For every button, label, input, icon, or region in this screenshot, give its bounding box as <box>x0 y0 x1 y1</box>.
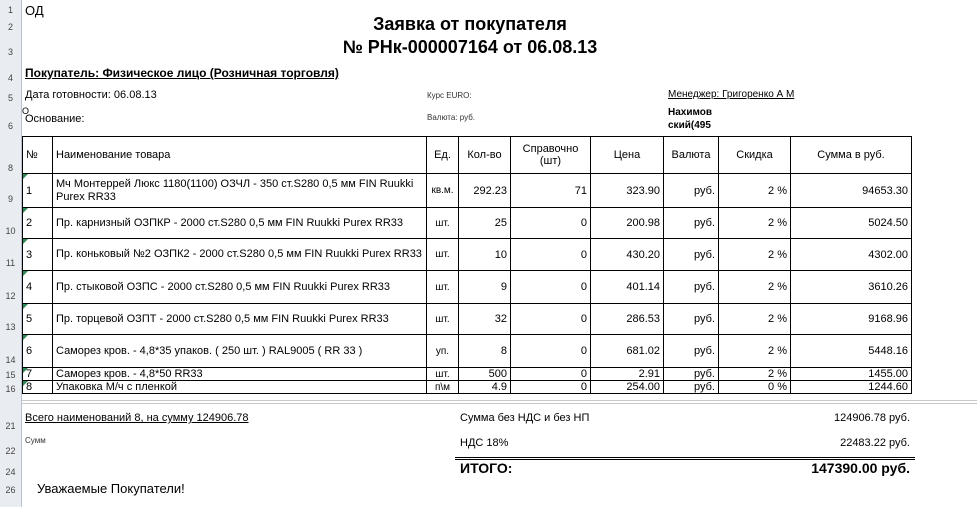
row-number[interactable]: 6 <box>7 121 13 131</box>
cell-number: 1 <box>23 174 53 208</box>
cell-reference: 0 <box>511 368 591 381</box>
row-number[interactable]: 4 <box>7 73 13 83</box>
row-number[interactable]: 10 <box>5 226 16 236</box>
col-header-qty: Кол-во <box>459 137 511 174</box>
cell-price: 2.91 <box>591 368 664 381</box>
cell-comment-marker <box>23 335 28 340</box>
cell-discount: 2 % <box>719 271 791 304</box>
row-number-gutter <box>0 0 22 507</box>
row-number[interactable]: 16 <box>5 384 16 394</box>
cell-qty: 292.23 <box>459 174 511 208</box>
cell-currency: руб. <box>664 368 719 381</box>
cell-reference: 0 <box>511 304 591 335</box>
grand-total-value: 147390.00 руб. <box>811 460 910 476</box>
office-code: ОД <box>25 3 44 18</box>
row-number[interactable]: 13 <box>5 322 16 332</box>
cell-qty: 9 <box>459 271 511 304</box>
row-number[interactable]: 24 <box>5 467 16 477</box>
divider-line <box>22 403 977 404</box>
cell-product-name: Упаковка М/ч с пленкой <box>53 381 427 394</box>
cell-price: 401.14 <box>591 271 664 304</box>
table-row <box>23 208 912 239</box>
col-header-sum: Сумма в руб. <box>791 137 912 174</box>
cell-qty: 8 <box>459 335 511 368</box>
cell-currency: руб. <box>664 174 719 208</box>
cell-number: 2 <box>23 208 53 239</box>
col-header-reference: Справочно (шт) <box>511 137 591 174</box>
cell-reference: 0 <box>511 271 591 304</box>
table-row <box>23 381 912 394</box>
cell-unit: п\м <box>427 381 459 394</box>
row-number[interactable]: 9 <box>7 194 13 204</box>
row-number[interactable]: 14 <box>5 355 16 365</box>
cell-discount: 0 % <box>719 381 791 394</box>
col-header-unit: Ед. <box>427 137 459 174</box>
cell-price: 430.20 <box>591 239 664 271</box>
cell-qty: 10 <box>459 239 511 271</box>
row-number[interactable]: 11 <box>5 258 16 268</box>
cell-discount: 2 % <box>719 239 791 271</box>
cell-reference: 0 <box>511 381 591 394</box>
all-items-total: Всего наименований 8, на сумму 124906.78 <box>25 412 249 424</box>
row-number[interactable]: 8 <box>7 163 13 173</box>
row-number[interactable]: 2 <box>7 22 13 32</box>
cell-unit: шт. <box>427 304 459 335</box>
cell-comment-marker <box>23 239 28 244</box>
table-row <box>23 174 912 208</box>
cell-price: 681.02 <box>591 335 664 368</box>
cell-unit: кв.м. <box>427 174 459 208</box>
greeting-text: Уважаемые Покупатели! <box>37 481 185 496</box>
row-number[interactable]: 12 <box>5 291 16 301</box>
cell-currency: руб. <box>664 271 719 304</box>
cell-reference: 0 <box>511 239 591 271</box>
cell-unit: шт. <box>427 271 459 304</box>
buyer-line: Покупатель: Физическое лицо (Розничная торговля) <box>25 66 339 80</box>
cell-unit: шт. <box>427 239 459 271</box>
table-row <box>23 368 912 381</box>
vat-label: НДС 18% <box>460 437 509 449</box>
cell-number: 7 <box>23 368 53 381</box>
cell-qty: 500 <box>459 368 511 381</box>
cell-price: 286.53 <box>591 304 664 335</box>
cell-comment-marker <box>23 368 28 373</box>
cell-currency: руб. <box>664 335 719 368</box>
no-vat-value: 124906.78 руб. <box>833 412 910 424</box>
row-number[interactable]: 26 <box>5 485 16 495</box>
cell-currency: руб. <box>664 208 719 239</box>
cell-price: 200.98 <box>591 208 664 239</box>
cell-number: 6 <box>23 335 53 368</box>
cell-sum: 5448.16 <box>791 335 912 368</box>
total-top-line <box>455 457 915 458</box>
table-header-row <box>23 137 912 174</box>
table-row <box>23 335 912 368</box>
table-row <box>23 271 912 304</box>
row-number[interactable]: 5 <box>7 93 13 103</box>
col-header-number: № <box>23 137 53 174</box>
cell-reference: 71 <box>511 174 591 208</box>
cell-product-name: Саморез кров. - 4,8*35 упаков. ( 250 шт. ) RAL9005 ( RR 33 ) <box>53 335 427 368</box>
cell-currency: руб. <box>664 381 719 394</box>
col-header-currency: Валюта <box>664 137 719 174</box>
row-number[interactable]: 21 <box>5 421 16 431</box>
cell-qty: 4.9 <box>459 381 511 394</box>
divider-line <box>22 400 977 401</box>
table-row <box>23 239 912 271</box>
cell-sum: 1455.00 <box>791 368 912 381</box>
document-number: № РНк-000007164 от 06.08.13 <box>342 37 598 57</box>
cell-currency: руб. <box>664 304 719 335</box>
sum-in-words-label: Сумм <box>25 436 46 445</box>
cell-number: 8 <box>23 381 53 394</box>
cell-product-name: Пр. карнизный ОЗПКР - 2000 ст.S280 0,5 мм FIN Ruukki Purex RR33 <box>53 208 427 239</box>
vat-value: 22483.22 руб. <box>840 437 910 449</box>
cell-sum: 9168.96 <box>791 304 912 335</box>
col-header-name: Наименование товара <box>53 137 427 174</box>
ready-date: Дата готовности: 06.08.13 <box>25 89 157 101</box>
table-row <box>23 304 912 335</box>
grand-total-label: ИТОГО: <box>460 460 513 476</box>
cell-number: 3 <box>23 239 53 271</box>
cell-sum: 5024.50 <box>791 208 912 239</box>
cell-unit: шт. <box>427 208 459 239</box>
cell-unit: шт. <box>427 368 459 381</box>
manager-name: Нахимов ский(495 <box>668 107 713 131</box>
exchange-rate-label: Курс EURO: <box>427 91 472 100</box>
col-header-discount: Скидка <box>719 137 791 174</box>
row-number[interactable]: 15 <box>5 370 16 380</box>
cell-comment-marker <box>23 381 28 386</box>
cell-discount: 2 % <box>719 174 791 208</box>
document-title: Заявка от покупателя <box>373 14 567 34</box>
cell-number: 4 <box>23 271 53 304</box>
cell-qty: 32 <box>459 304 511 335</box>
cell-unit: уп. <box>427 335 459 368</box>
cell-product-name: Пр. коньковый №2 ОЗПК2 - 2000 ст.S280 0,5 мм FIN Ruukki Purex RR33 <box>53 239 427 271</box>
cell-discount: 2 % <box>719 208 791 239</box>
cell-sum: 3610.26 <box>791 271 912 304</box>
cell-comment-marker <box>23 208 28 213</box>
cell-qty: 25 <box>459 208 511 239</box>
cell-product-name: Саморез кров. - 4,8*50 RR33 <box>53 368 427 381</box>
cell-sum: 4302.00 <box>791 239 912 271</box>
row-number[interactable]: 1 <box>7 5 13 15</box>
items-table <box>22 136 912 394</box>
cell-comment-marker <box>23 174 28 179</box>
cell-currency: руб. <box>664 239 719 271</box>
cell-product-name: Пр. стыковой ОЗПС - 2000 ст.S280 0,5 мм FIN Ruukki Purex RR33 <box>53 271 427 304</box>
cell-reference: 0 <box>511 208 591 239</box>
cell-comment-marker <box>23 304 28 309</box>
cell-number: 5 <box>23 304 53 335</box>
cell-discount: 2 % <box>719 304 791 335</box>
cell-discount: 2 % <box>719 335 791 368</box>
row-number[interactable]: 3 <box>7 47 13 57</box>
row-number[interactable]: 22 <box>5 446 16 456</box>
cell-product-name: Пр. торцевой ОЗПТ - 2000 ст.S280 0,5 мм FIN Ruukki Purex RR33 <box>53 304 427 335</box>
cell-sum: 1244.60 <box>791 381 912 394</box>
cell-reference: 0 <box>511 335 591 368</box>
cell-discount: 2 % <box>719 368 791 381</box>
manager-label: Менеджер: Григоренко А М <box>668 89 795 100</box>
no-vat-label: Сумма без НДС и без НП <box>460 412 590 424</box>
cell-price: 323.90 <box>591 174 664 208</box>
cell-comment-marker <box>23 271 28 276</box>
currency-label: Валюта: руб. <box>427 113 475 122</box>
cell-sum: 94653.30 <box>791 174 912 208</box>
col-header-price: Цена <box>591 137 664 174</box>
cell-product-name: Мч Монтеррей Люкс 1180(1100) ОЗЧЛ - 350 ст.S280 0,5 мм FIN Ruukki Purex RR33 <box>53 174 427 208</box>
basis-marker: О <box>22 106 30 116</box>
basis-label: Основание: <box>25 113 85 125</box>
cell-price: 254.00 <box>591 381 664 394</box>
